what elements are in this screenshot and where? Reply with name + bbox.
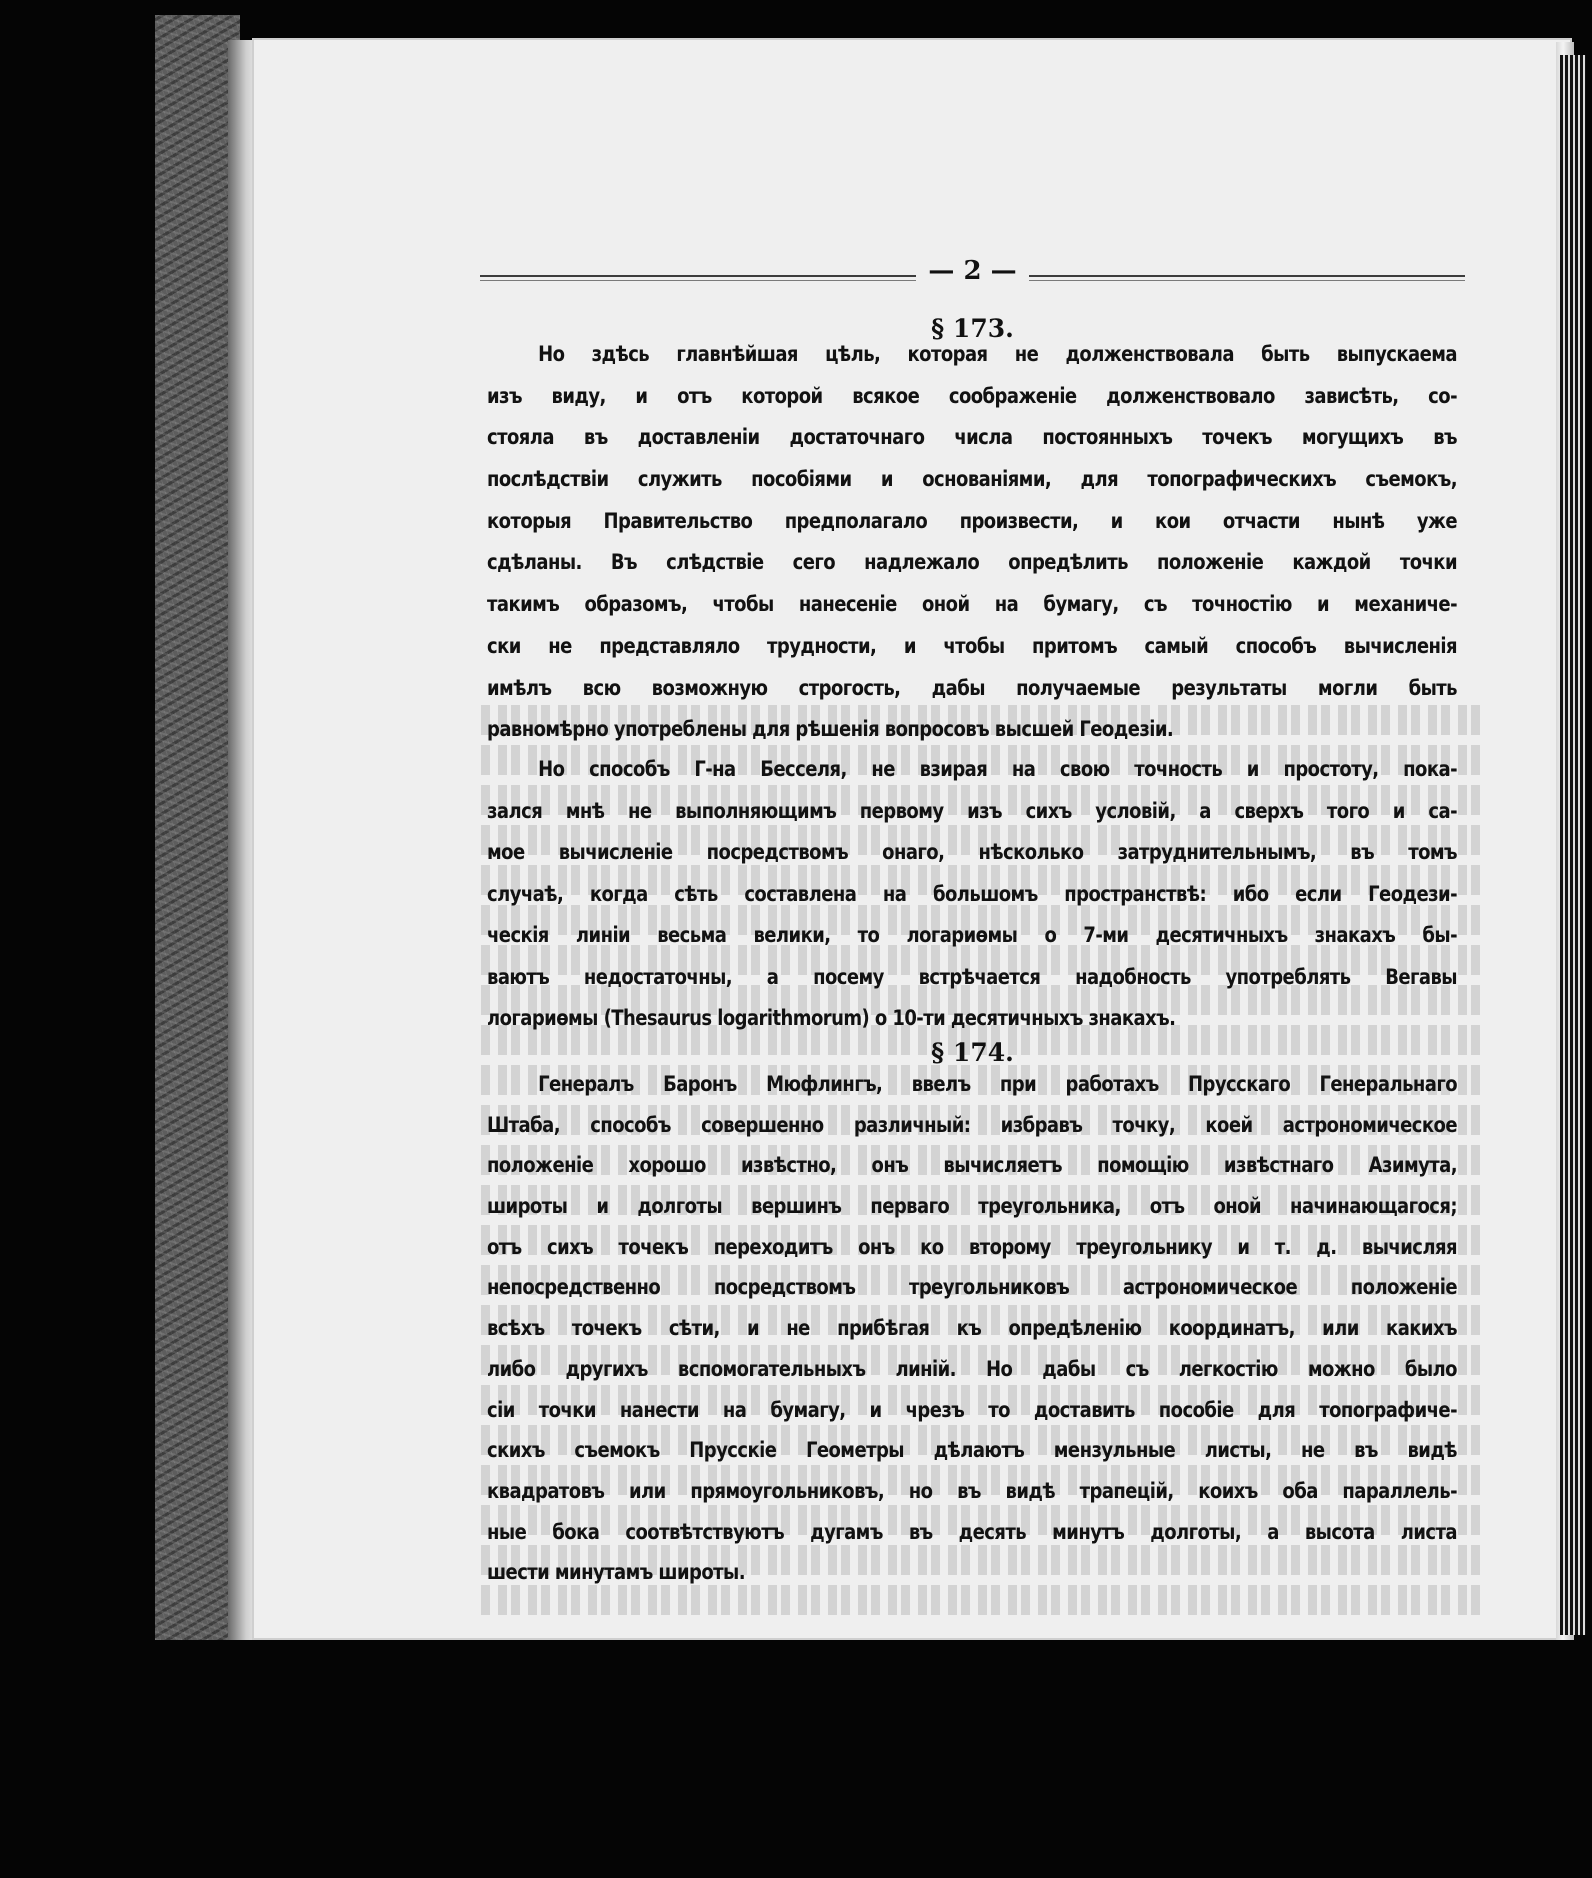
text-line: положеніе хорошо извѣстно, онъ вычисляетъ помощію извѣстнаго Азимута, <box>487 1153 1457 1179</box>
text-line: ческія линіи весьма велики, то логариѳмы о 7-ми десятичныхъ знакахъ бы- <box>487 923 1457 948</box>
text-line: отъ сихъ точекъ переходитъ онъ ко второму треугольнику и т. д. вычисляя <box>487 1234 1457 1260</box>
text-line: либо другихъ вспомогательныхъ линій. Но дабы съ легкостію можно было <box>487 1356 1457 1382</box>
page-number-text: — 2 — <box>916 256 1028 286</box>
text-line: стояла въ доставленіи достаточнаго числа постоянныхъ точекъ могущихъ въ <box>487 425 1457 451</box>
text-line: послѣдствіи служить пособіями и основаніями, для топографическихъ съемокъ, <box>487 467 1457 493</box>
section-heading-173: § 173. <box>931 314 1014 343</box>
text-line: логариѳмы (Thesaurus logarithmorum) о 10-ти десятичныхъ знакахъ. <box>487 1006 1176 1031</box>
page-number <box>480 256 1465 286</box>
paragraph-173-1 <box>487 342 1457 759</box>
text-line: квадратовъ или прямоугольниковъ, но въ видѣ трапецій, коихъ оба параллель- <box>487 1478 1457 1504</box>
text-line: всѣхъ точекъ сѣти, и не прибѣгая къ опредѣленію координатъ, или какихъ <box>487 1316 1457 1342</box>
section-heading-174: § 174. <box>931 1038 1014 1067</box>
page-stack-edge <box>1560 55 1586 1635</box>
text-line: широты и долготы вершинъ перваго треугольника, отъ оной начинающагося; <box>487 1194 1457 1220</box>
text-line: скихъ съемокъ Прусскіе Геометры дѣлаютъ мензульные листы, не въ видѣ <box>487 1438 1457 1464</box>
paragraph-173-2 <box>487 757 1457 1048</box>
text-line: случаѣ, когда сѣть составлена на большомъ пространствѣ: ибо если Геодези- <box>487 881 1457 907</box>
text-line: мое вычисленіе посредствомъ онаго, нѣсколько затруднительнымъ, въ томъ <box>487 840 1457 865</box>
paragraph-174-1 <box>487 1072 1457 1601</box>
text-line: Генералъ Баронъ Мюфлингъ, ввелъ при работахъ Прусскаго Генеральнаго <box>538 1072 1457 1097</box>
text-line: которыя Правительство предполагало произвести, и кои отчасти нынѣ уже <box>487 508 1457 534</box>
text-line: сіи точки нанести на бумагу, и чрезъ то доставить пособіе для топографиче- <box>487 1397 1457 1423</box>
text-line: Штаба, способъ совершенно различный: избравъ точку, коей астрономическое <box>487 1112 1457 1138</box>
text-line: такимъ образомъ, чтобы нанесеніе оной на бумагу, съ точностію и механиче- <box>487 592 1457 618</box>
text-line: ные бока соотвѣтствуютъ дугамъ въ десять минутъ долготы, а высота листа <box>487 1519 1457 1545</box>
text-line: шести минутамъ широты. <box>487 1560 745 1586</box>
text-line: равномѣрно употреблены для рѣшенія вопросовъ высшей Геодезіи. <box>487 717 1174 743</box>
text-line: изъ виду, и отъ которой всякое соображеніе долженствовало зависѣть, со- <box>487 383 1457 409</box>
text-line: имѣлъ всю возможную строгость, дабы получаемые результаты могли быть <box>487 675 1457 701</box>
text-line: Но здѣсь главнѣйшая цѣль, которая не долженствовала быть выпускаема <box>538 342 1457 367</box>
text-line: ски не представляло трудности, и чтобы притомъ самый способъ вычисленія <box>487 633 1457 659</box>
text-line: непосредственно посредствомъ треугольниковъ астрономическое положеніе <box>487 1275 1457 1301</box>
text-line: Но способъ Г-на Бесселя, не взирая на свою точность и простоту, пока- <box>538 757 1457 782</box>
text-line: ваютъ недостаточны, а посему встрѣчается надобность употреблять Вегавы <box>487 964 1457 990</box>
text-line: зался мнѣ не выполняющимъ первому изъ сихъ условій, а сверхъ того и са- <box>487 798 1457 824</box>
text-line: сдѣланы. Въ слѣдствіе сего надлежало опредѣлить положеніе каждой точки <box>487 550 1457 576</box>
